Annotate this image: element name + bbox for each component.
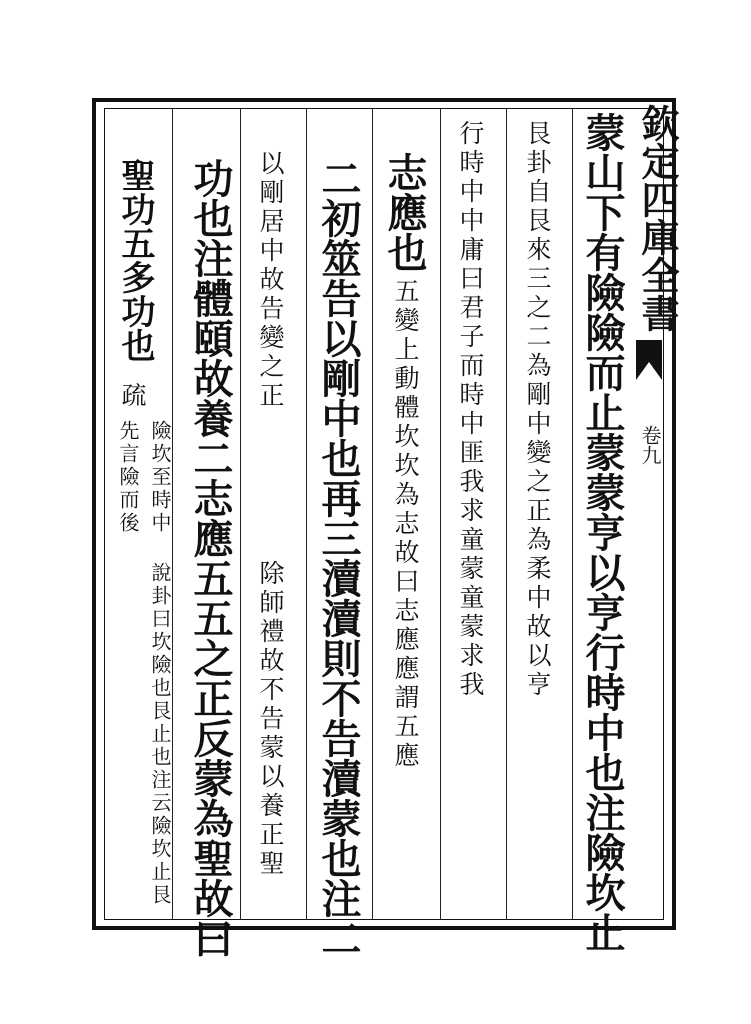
text-column-2: 艮卦自艮來三之二為剛中變之正為柔中故以亨 (523, 120, 552, 700)
column-rule (440, 108, 441, 920)
column-rule (506, 108, 507, 920)
column-rule (372, 108, 373, 920)
text-column-1: 蒙山下有險險而止蒙蒙亨以亨行時中也注險坎止 (579, 112, 626, 952)
spine-volume: 卷九 (638, 425, 662, 465)
column-rule (240, 108, 241, 920)
spine-title: 欽定四庫全書 (635, 104, 680, 332)
text-column-6-part-1: 以剛居中故告變之正 (256, 150, 285, 411)
text-column-8-commentary: 險坎至時中 說卦曰坎險也艮止也注云險坎止艮先言險而後 (116, 420, 172, 907)
text-column-7: 功也注體頤故養二志應五五之正反蒙為聖故曰 (187, 158, 234, 958)
text-column-4-commentary: 五變上動體坎坎為志故曰志應應謂五應 (391, 278, 420, 771)
text-column-8-main: 聖功五多功也 (115, 158, 155, 362)
column-rule (572, 108, 573, 920)
text-column-5: 二初筮告以剛中也再三瀆瀆則不告瀆蒙也注二 (315, 158, 362, 958)
column-rule (306, 108, 307, 920)
fishtail-mark-icon (636, 340, 662, 380)
text-column-6-part-2: 除師禮故不告蒙以養正聖 (256, 560, 285, 879)
text-column-3: 行時中中庸曰君子而時中匪我求童蒙童蒙求我 (456, 120, 485, 700)
text-column-4-main: 志應也 (381, 152, 428, 272)
text-column-8-marker: 疏 (118, 382, 147, 411)
